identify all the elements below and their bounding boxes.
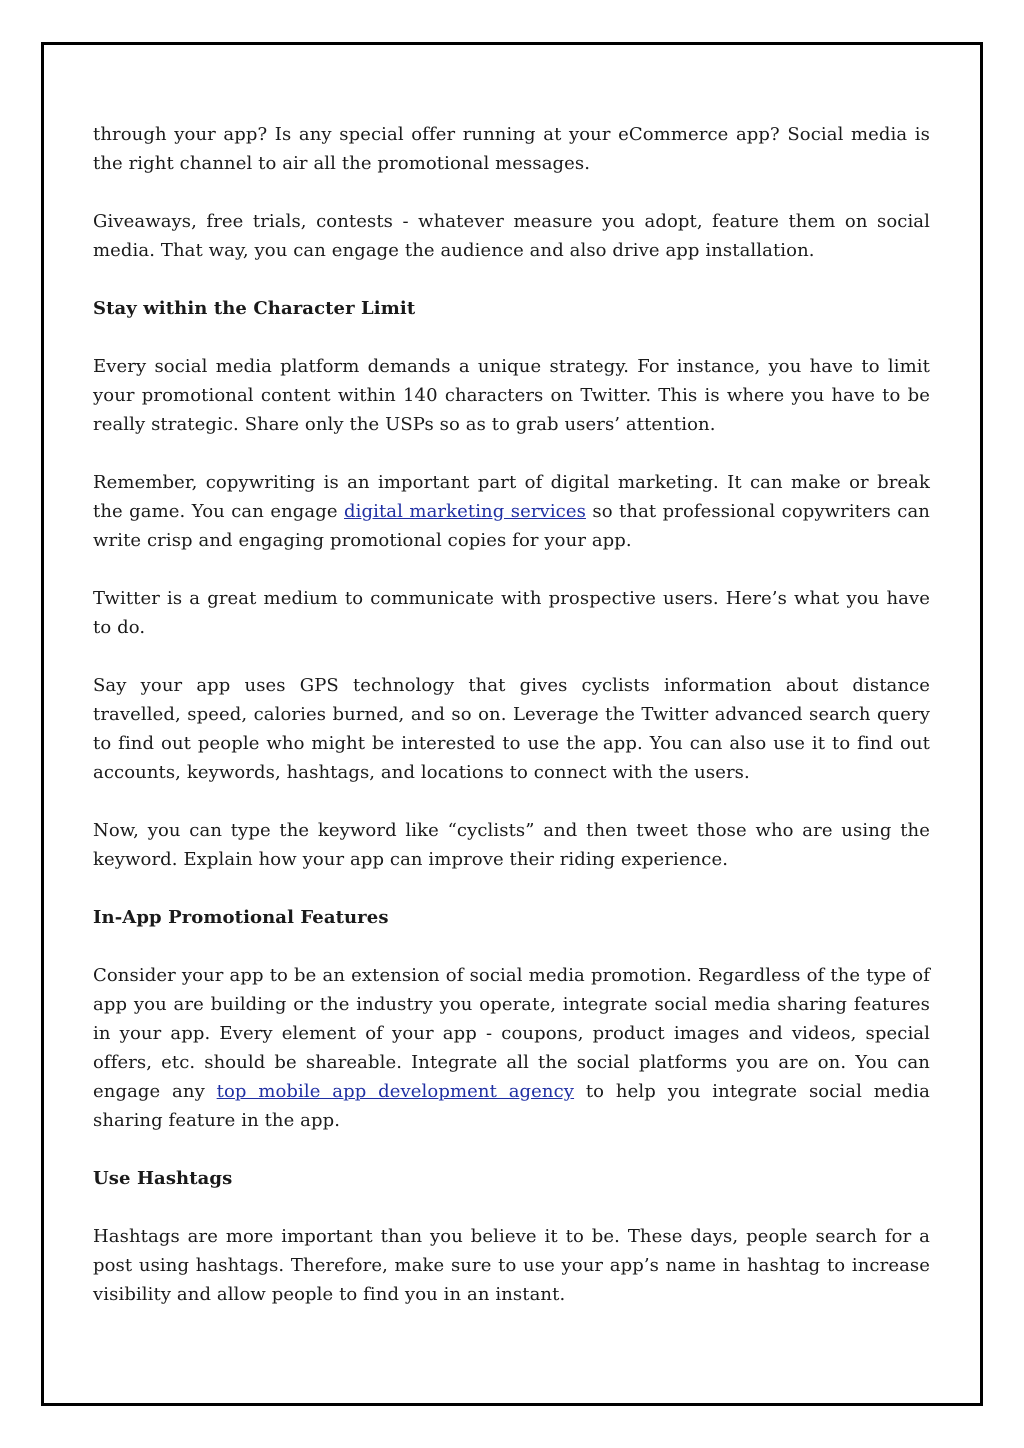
document-body (93, 120, 930, 1338)
paragraph-hashtags: Hashtags are more important than you believe it to be. These days, people search for a post using hashtags. Therefore, make sure to use your app’s name in hashtag to increase visibility and allow people to find you in an instant. (93, 1226, 930, 1305)
heading-in-app-features: In-App Promotional Features (93, 907, 389, 928)
heading-character-limit: Stay within the Character Limit (93, 298, 416, 319)
paragraph-gps-example: Say your app uses GPS technology that gives cyclists information about distance travelled, speed, calories burned, and so on. Leverage the Twitter advanced search query to find out people who might be interested to use the app. You can also use it to find out accounts, keywords, hashtags, and locations to connect with the users. (93, 675, 930, 783)
paragraph-copywriting-text-after: so that professional copywriters can write crisp and engaging promotional copies for your app. (93, 501, 930, 551)
paragraph-keyword-tweet: Now, you can type the keyword like “cyclists” and then tweet those who are using the keyword. Explain how your app can improve their riding experience. (93, 820, 930, 870)
paragraph-social-sharing (93, 961, 930, 1135)
digital-marketing-services-link[interactable]: digital marketing services (344, 501, 586, 522)
paragraph-copywriting (93, 468, 930, 555)
paragraph-promotional-messages: through your app? Is any special offer running at your eCommerce app? Social media is the right channel to air all the promotional messages. (93, 124, 930, 174)
heading-use-hashtags: Use Hashtags (93, 1168, 233, 1189)
paragraph-social-sharing-text-before: Consider your app to be an extension of social media promotion. Regardless of the type of app you are building or the industry you operate, integrate social media sharing features in your app. Every element of your app - coupons, product images and videos, special offers, etc. should be shareable. Integrate all the social platforms you are on. You can engage any (93, 965, 930, 1102)
mobile-app-agency-link[interactable]: top mobile app development agency (216, 1081, 575, 1102)
paragraph-twitter-medium: Twitter is a great medium to communicate with prospective users. Here’s what you have to do. (93, 588, 930, 638)
paragraph-social-sharing-text-after: to help you integrate social media sharing feature in the app. (93, 1081, 930, 1131)
paragraph-giveaways: Giveaways, free trials, contests - whatever measure you adopt, feature them on social media. That way, you can engage the audience and also drive app installation. (93, 211, 930, 261)
paragraph-platform-strategy: Every social media platform demands a unique strategy. For instance, you have to limit your promotional content within 140 characters on Twitter. This is where you have to be really strategic. Share only the USPs so as to grab users’ attention. (93, 356, 930, 435)
paragraph-copywriting-text-before: Remember, copywriting is an important part of digital marketing. It can make or break the game. You can engage (93, 472, 930, 522)
